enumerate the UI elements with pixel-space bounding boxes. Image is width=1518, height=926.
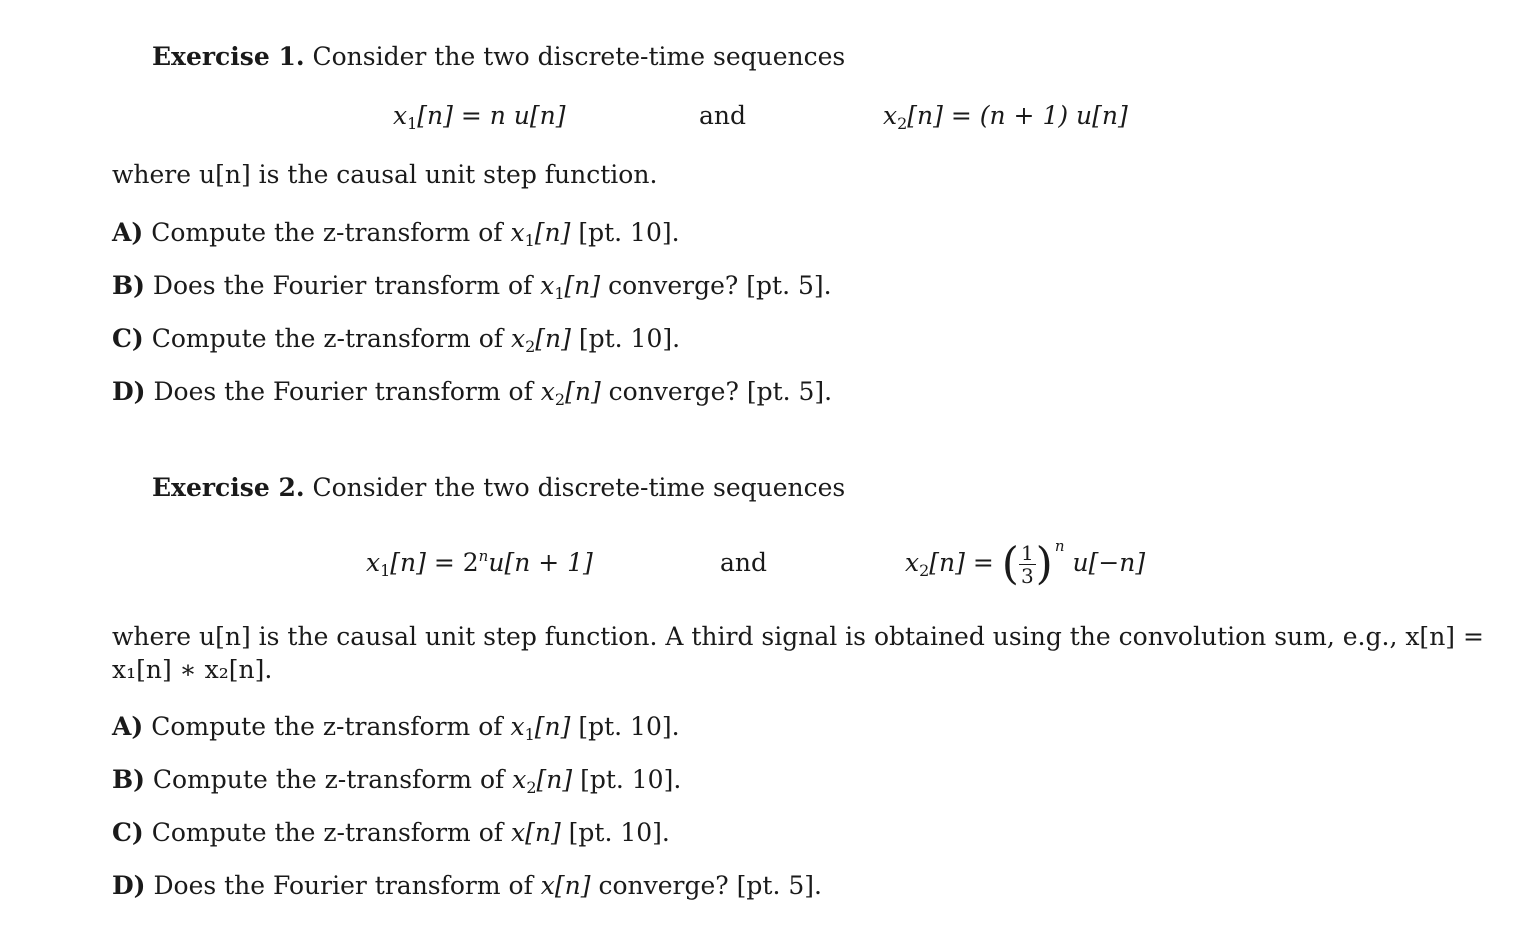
item-points: converge? [pt. 5]. [598,871,822,900]
exercise2-intro: Consider the two discrete-time sequences [312,473,846,502]
item-arg: [n] [535,324,571,353]
exercise1-item-c [112,324,680,354]
item-points: converge? [pt. 5]. [608,271,832,300]
eq-arg: [n] [907,101,943,130]
item-arg: [n] [554,871,591,900]
eq-rhs: = (n + 1) u[n] [950,101,1128,130]
item-text: Compute the z-transform of [152,765,505,794]
item-var: x [540,271,555,300]
left-paren: ( [1001,538,1019,590]
fraction [1019,542,1036,587]
exercise2-heading: Exercise 2. [152,473,305,502]
eq-exponent: n [1054,537,1065,555]
exercise1-heading: Exercise 1. [152,42,305,71]
exercise1-equation-and: and [699,101,747,130]
item-var: x [510,218,525,247]
item-text: Compute the z-transform of [151,324,504,353]
exercise2-item-d [112,871,822,901]
item-var: x [510,818,526,847]
eq-rhs-base: = 2 [433,548,479,577]
eq-rhs-exponent: n [478,547,489,565]
eq-rhs: = n u[n] [460,101,566,130]
item-label: B) [112,271,145,300]
eq-sub: 1 [380,561,391,580]
exercise1-where: where u[n] is the causal unit step function. [112,160,658,189]
eq-arg: [n] = [929,548,994,577]
exercise1-heading-line [152,42,845,72]
item-var: x [510,324,526,353]
item-sub: 1 [554,284,565,303]
eq-rhs-step: u[n + 1] [488,548,593,577]
eq-var: x [393,101,408,130]
right-paren: ) [1035,538,1053,590]
item-var: x [540,377,555,406]
eq-arg: [n] [417,101,453,130]
item-sub: 2 [554,390,566,409]
item-arg: [n] [525,818,561,847]
item-sub: 1 [524,231,535,250]
item-var: x [512,765,527,794]
exercise1-equation-left [393,101,566,131]
eq-var: x [883,101,898,130]
exercise2-item-a [112,712,680,742]
item-label: A) [112,712,144,741]
item-label: B) [112,765,145,794]
exercise2-equation-and: and [720,548,768,577]
exercise1-intro: Consider the two discrete-time sequences [312,42,846,71]
eq-sub: 2 [897,114,908,133]
item-sub: 1 [524,725,535,744]
exercise1-item-b [112,271,832,301]
fraction-denominator: 3 [1020,564,1034,588]
eq-rhs-step: u[−n] [1072,548,1146,577]
item-sub: 2 [525,337,536,356]
item-arg: [n] [564,271,601,300]
item-label: C) [112,818,144,847]
exercise1-item-d [112,377,832,407]
item-label: D) [112,377,146,406]
item-points: [pt. 10]. [578,712,680,741]
fraction-numerator: 1 [1020,541,1034,565]
item-var: x [510,712,525,741]
eq-sub: 2 [919,561,930,580]
item-label: D) [112,871,146,900]
item-arg: [n] [565,377,601,406]
item-text: Does the Fourier transform of [153,871,533,900]
item-text: Compute the z-transform of [151,818,504,847]
item-text: Does the Fourier transform of [152,271,533,300]
exercise1-item-a [112,218,680,248]
item-points: [pt. 10]. [578,324,681,353]
exercise2-equation-left [366,548,593,578]
item-sub: 2 [526,778,537,797]
item-arg: [n] [534,712,571,741]
exercise1-equation-right [883,101,1128,131]
item-text: Does the Fourier transform of [153,377,533,406]
item-points: converge? [pt. 5]. [608,377,833,406]
exercise2-where-line1: where u[n] is the causal unit step function. A third signal is obtained using the convolution sum, e.g., x[n] = [112,622,1484,651]
item-arg: [n] [536,765,573,794]
item-arg: [n] [534,218,571,247]
exercise2-heading-line [152,473,845,503]
item-text: Compute the z-transform of [151,218,503,247]
eq-sub: 1 [407,114,418,133]
item-label: C) [112,324,144,353]
exercise2-where-line2: x₁[n] ∗ x₂[n]. [112,655,273,684]
eq-arg: [n] [390,548,426,577]
exercise2-equation-right [905,528,1145,598]
eq-var: x [905,548,920,577]
item-points: [pt. 10]. [568,818,670,847]
item-points: [pt. 10]. [578,218,680,247]
eq-var: x [366,548,381,577]
item-text: Compute the z-transform of [151,712,503,741]
exercise2-item-b [112,765,681,795]
item-points: [pt. 10]. [580,765,682,794]
item-var: x [540,871,555,900]
item-label: A) [112,218,144,247]
exercise2-item-c [112,818,670,848]
